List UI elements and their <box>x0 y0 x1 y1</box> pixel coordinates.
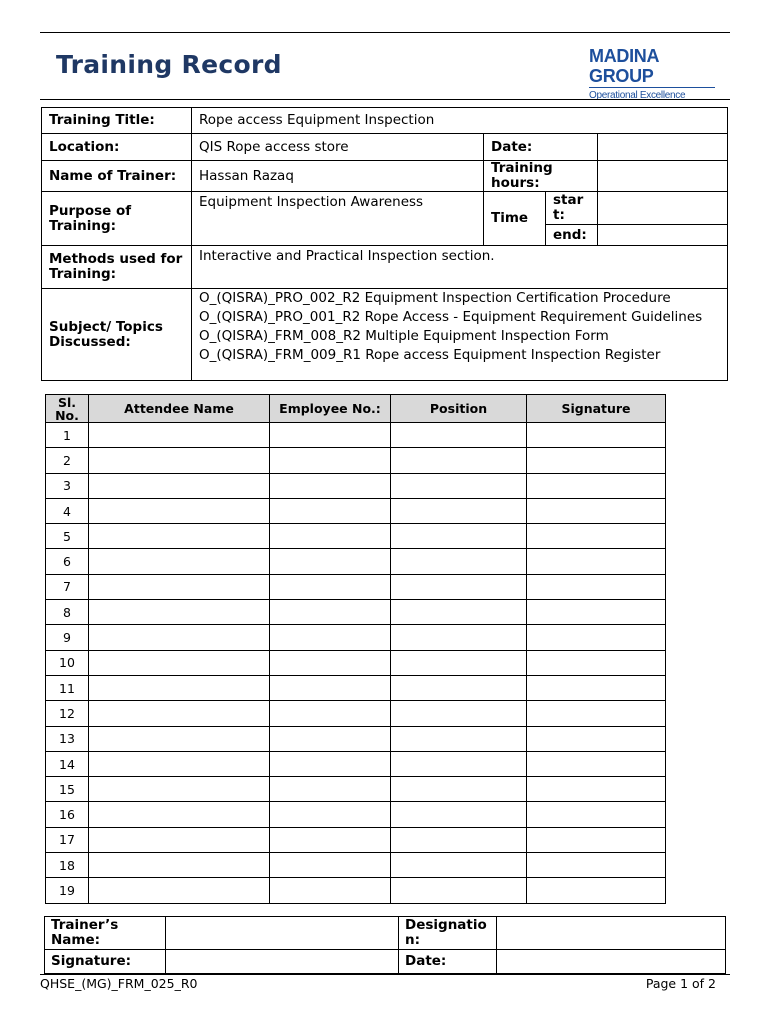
cell-position[interactable] <box>391 827 527 852</box>
cell-attendee-name[interactable] <box>89 423 270 448</box>
cell-attendee-name[interactable] <box>89 777 270 802</box>
header-rule <box>40 99 730 100</box>
table-row <box>46 675 666 700</box>
start-value[interactable] <box>598 192 728 225</box>
cell-signature[interactable] <box>527 878 666 903</box>
cell-attendee-name[interactable] <box>89 625 270 650</box>
column-header-signature: Signature <box>527 395 666 423</box>
cell-employee-no[interactable] <box>270 777 391 802</box>
column-header-attendee-name: Attendee Name <box>89 395 270 423</box>
company-logo <box>589 46 717 101</box>
cell-signature[interactable] <box>527 726 666 751</box>
cell-position[interactable] <box>391 802 527 827</box>
page-title: Training Record <box>56 50 282 79</box>
date-label: Date: <box>484 134 598 161</box>
subject-item: O_(QISRA)_FRM_008_R2 Multiple Equipment Inspection Form <box>199 328 609 344</box>
cell-sl-no: 18 <box>46 853 89 878</box>
table-row <box>46 625 666 650</box>
cell-employee-no[interactable] <box>270 853 391 878</box>
cell-position[interactable] <box>391 675 527 700</box>
cell-signature[interactable] <box>527 600 666 625</box>
cell-attendee-name[interactable] <box>89 574 270 599</box>
cell-position[interactable] <box>391 549 527 574</box>
subject-item: O_(QISRA)_PRO_001_R2 Rope Access - Equipment Requirement Guidelines <box>199 309 703 325</box>
cell-sl-no: 3 <box>46 473 89 498</box>
cell-signature[interactable] <box>527 751 666 776</box>
cell-attendee-name[interactable] <box>89 498 270 523</box>
cell-sl-no: 10 <box>46 650 89 675</box>
cell-signature[interactable] <box>527 802 666 827</box>
table-row <box>46 853 666 878</box>
cell-employee-no[interactable] <box>270 423 391 448</box>
subjects-list <box>192 289 728 381</box>
training-title-value[interactable]: Rope access Equipment Inspection <box>192 108 728 134</box>
cell-sl-no: 13 <box>46 726 89 751</box>
cell-employee-no[interactable] <box>270 625 391 650</box>
training-info-table <box>41 107 728 381</box>
training-hours-value[interactable] <box>598 161 728 192</box>
column-header-employee-no: Employee No.: <box>270 395 391 423</box>
cell-position[interactable] <box>391 853 527 878</box>
cell-signature[interactable] <box>527 777 666 802</box>
cell-position[interactable] <box>391 473 527 498</box>
cell-sl-no: 8 <box>46 600 89 625</box>
cell-attendee-name[interactable] <box>89 600 270 625</box>
designation-label: Designation: <box>399 917 497 950</box>
signature-label: Signature: <box>45 950 166 974</box>
cell-signature[interactable] <box>527 827 666 852</box>
cell-signature[interactable] <box>527 675 666 700</box>
table-row <box>46 600 666 625</box>
cell-sl-no: 12 <box>46 701 89 726</box>
signoff-date-field[interactable] <box>497 950 726 974</box>
cell-signature[interactable] <box>527 625 666 650</box>
cell-attendee-name[interactable] <box>89 701 270 726</box>
cell-position[interactable] <box>391 600 527 625</box>
footer-rule <box>40 974 730 975</box>
cell-attendee-name[interactable] <box>89 650 270 675</box>
cell-position[interactable] <box>391 423 527 448</box>
cell-signature[interactable] <box>527 473 666 498</box>
cell-attendee-name[interactable] <box>89 853 270 878</box>
attendance-rows <box>46 423 666 904</box>
table-row <box>46 701 666 726</box>
end-label: end: <box>546 225 598 246</box>
cell-position[interactable] <box>391 878 527 903</box>
logo-underline <box>589 87 715 88</box>
cell-attendee-name[interactable] <box>89 549 270 574</box>
cell-position[interactable] <box>391 625 527 650</box>
trainer-name-field[interactable] <box>166 917 399 950</box>
table-row <box>46 777 666 802</box>
cell-position[interactable] <box>391 498 527 523</box>
cell-attendee-name[interactable] <box>89 524 270 549</box>
cell-sl-no: 9 <box>46 625 89 650</box>
logo-name: MADINA GROUP <box>589 46 659 86</box>
cell-employee-no[interactable] <box>270 802 391 827</box>
cell-position[interactable] <box>391 777 527 802</box>
table-row <box>46 498 666 523</box>
cell-attendee-name[interactable] <box>89 878 270 903</box>
cell-signature[interactable] <box>527 448 666 473</box>
cell-position[interactable] <box>391 650 527 675</box>
column-header-sl-no: Sl. No. <box>46 395 89 423</box>
time-label: Time <box>484 192 546 246</box>
cell-position[interactable] <box>391 701 527 726</box>
column-header-position: Position <box>391 395 527 423</box>
cell-employee-no[interactable] <box>270 726 391 751</box>
methods-value[interactable]: Interactive and Practical Inspection section. <box>192 246 728 289</box>
trainer-name-label: Trainer’s Name: <box>45 917 166 950</box>
attendance-table <box>45 394 666 904</box>
cell-employee-no[interactable] <box>270 600 391 625</box>
cell-attendee-name[interactable] <box>89 827 270 852</box>
subject-item: O_(QISRA)_PRO_002_R2 Equipment Inspection Certification Procedure <box>199 290 671 306</box>
date-value[interactable] <box>598 134 728 161</box>
cell-signature[interactable] <box>527 498 666 523</box>
table-row <box>46 650 666 675</box>
cell-employee-no[interactable] <box>270 878 391 903</box>
cell-position[interactable] <box>391 726 527 751</box>
table-row <box>46 448 666 473</box>
subject-item: O_(QISRA)_FRM_009_R1 Rope access Equipment Inspection Register <box>199 347 661 363</box>
cell-signature[interactable] <box>527 549 666 574</box>
location-label: Location: <box>42 134 192 161</box>
cell-signature[interactable] <box>527 574 666 599</box>
cell-sl-no: 6 <box>46 549 89 574</box>
training-title-label: Training Title: <box>42 108 192 134</box>
trainer-signoff-table <box>44 916 726 974</box>
table-row <box>46 423 666 448</box>
table-row <box>46 473 666 498</box>
cell-sl-no: 2 <box>46 448 89 473</box>
cell-signature[interactable] <box>527 650 666 675</box>
cell-employee-no[interactable] <box>270 549 391 574</box>
cell-sl-no: 4 <box>46 498 89 523</box>
cell-sl-no: 11 <box>46 675 89 700</box>
table-row <box>46 802 666 827</box>
cell-employee-no[interactable] <box>270 650 391 675</box>
cell-sl-no: 14 <box>46 751 89 776</box>
table-row <box>46 574 666 599</box>
table-row <box>46 751 666 776</box>
cell-employee-no[interactable] <box>270 524 391 549</box>
training-hours-label: Training hours: <box>484 161 598 192</box>
cell-sl-no: 16 <box>46 802 89 827</box>
cell-sl-no: 17 <box>46 827 89 852</box>
cell-position[interactable] <box>391 574 527 599</box>
trainer-name-label: Name of Trainer: <box>42 161 192 192</box>
cell-attendee-name[interactable] <box>89 726 270 751</box>
table-row <box>46 827 666 852</box>
page-number: Page 1 of 2 <box>645 976 716 991</box>
subjects-label: Subject/ Topics Discussed: <box>42 289 192 381</box>
signoff-date-label: Date: <box>399 950 497 974</box>
cell-sl-no: 1 <box>46 423 89 448</box>
cell-sl-no: 7 <box>46 574 89 599</box>
cell-sl-no: 19 <box>46 878 89 903</box>
methods-label: Methods used for Training: <box>42 246 192 289</box>
top-rule <box>40 32 730 33</box>
cell-employee-no[interactable] <box>270 827 391 852</box>
purpose-label: Purpose of Training: <box>42 192 192 246</box>
cell-signature[interactable] <box>527 524 666 549</box>
cell-signature[interactable] <box>527 423 666 448</box>
cell-employee-no[interactable] <box>270 498 391 523</box>
purpose-value[interactable]: Equipment Inspection Awareness <box>192 192 484 246</box>
cell-attendee-name[interactable] <box>89 751 270 776</box>
cell-sl-no: 5 <box>46 524 89 549</box>
cell-attendee-name[interactable] <box>89 448 270 473</box>
table-row <box>46 524 666 549</box>
designation-field[interactable] <box>497 917 726 950</box>
cell-sl-no: 15 <box>46 777 89 802</box>
cell-employee-no[interactable] <box>270 473 391 498</box>
cell-position[interactable] <box>391 448 527 473</box>
cell-attendee-name[interactable] <box>89 473 270 498</box>
document-code: QHSE_(MG)_FRM_025_R0 <box>40 976 198 991</box>
signature-field[interactable] <box>166 950 399 974</box>
location-value[interactable]: QIS Rope access store <box>192 134 484 161</box>
cell-position[interactable] <box>391 751 527 776</box>
table-row <box>46 878 666 903</box>
logo-tagline: Operational Excellence <box>589 90 686 101</box>
trainer-name-value[interactable]: Hassan Razaq <box>192 161 484 192</box>
end-value[interactable] <box>598 225 728 246</box>
cell-signature[interactable] <box>527 853 666 878</box>
cell-attendee-name[interactable] <box>89 802 270 827</box>
cell-employee-no[interactable] <box>270 448 391 473</box>
cell-employee-no[interactable] <box>270 751 391 776</box>
cell-employee-no[interactable] <box>270 675 391 700</box>
cell-employee-no[interactable] <box>270 574 391 599</box>
table-row <box>46 549 666 574</box>
cell-attendee-name[interactable] <box>89 675 270 700</box>
table-row <box>46 726 666 751</box>
cell-employee-no[interactable] <box>270 701 391 726</box>
cell-position[interactable] <box>391 524 527 549</box>
cell-signature[interactable] <box>527 701 666 726</box>
start-label: start: <box>546 192 598 225</box>
